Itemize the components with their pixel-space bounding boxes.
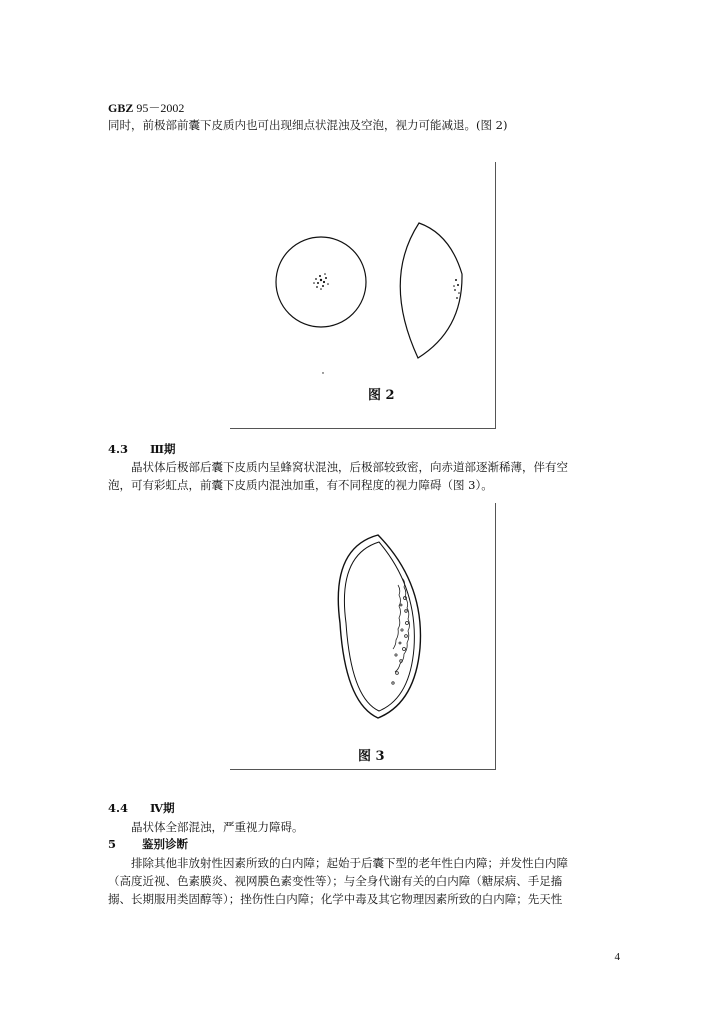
- page-number: 4: [614, 951, 620, 963]
- lens-front-view-circle: [276, 237, 366, 327]
- figure-3-caption: 图 3: [358, 749, 385, 764]
- section-5-number: 5: [108, 837, 117, 851]
- document-code-number: 95－2002: [136, 101, 185, 115]
- section-4-3-title: Ⅲ期: [150, 442, 176, 456]
- lens-outer-outline: [338, 535, 420, 718]
- section-4-3-number: 4.3: [108, 442, 129, 456]
- document-code: [108, 99, 184, 116]
- section-4-3-line-2: 泡，可有彩虹点，前囊下皮质内混浊加重，有不同程度的视力障碍（图 3）。: [108, 478, 493, 492]
- section-5-title: 鉴别诊断: [142, 837, 189, 851]
- section-4-4-body: 晶状体全部混浊，严重视力障碍。: [131, 820, 304, 834]
- document-code-prefix: GBZ: [108, 101, 134, 115]
- figure-3-illustration: [230, 503, 495, 769]
- section-5-line-1: 排除其他非放射性因素所致的白内障；起始于后囊下型的老年性白内障；并发性白内障: [131, 856, 568, 870]
- central-opacity-dots: [313, 273, 329, 290]
- section-4-3-heading: [108, 441, 176, 457]
- figure-2-illustration: [230, 162, 495, 428]
- intro-paragraph: 同时，前极部前囊下皮质内也可出现细点状混浊及空泡，视力可能减退。(图 2): [108, 118, 508, 132]
- posterior-opacity-dots: [453, 279, 460, 299]
- section-4-4-title: Ⅳ期: [150, 801, 175, 815]
- lens-inner-outline: [344, 542, 414, 711]
- honeycomb-opacity: [392, 578, 410, 684]
- figure-3: [230, 503, 496, 770]
- section-4-4-heading: [108, 800, 175, 816]
- section-4-3-line-1: 晶状体后极部后囊下皮质内呈蜂窝状混浊，后极部较致密，向赤道部逐渐稀薄，伴有空: [131, 460, 568, 474]
- lens-side-view-outline: [400, 223, 462, 358]
- section-5-heading: [108, 836, 188, 852]
- section-5-line-2: （高度近视、色素膜炎、视网膜色素变性等）；与全身代谢有关的白内障（糖尿病、手足搐: [108, 874, 563, 888]
- section-4-4-number: 4.4: [108, 801, 129, 815]
- figure-2: [230, 162, 496, 429]
- section-5-line-3: 搦、长期服用类固醇等）；挫伤性白内障；化学中毒及其它物理因素所致的白内障；先天性: [108, 892, 563, 906]
- figure-2-caption: 图 2: [368, 388, 395, 403]
